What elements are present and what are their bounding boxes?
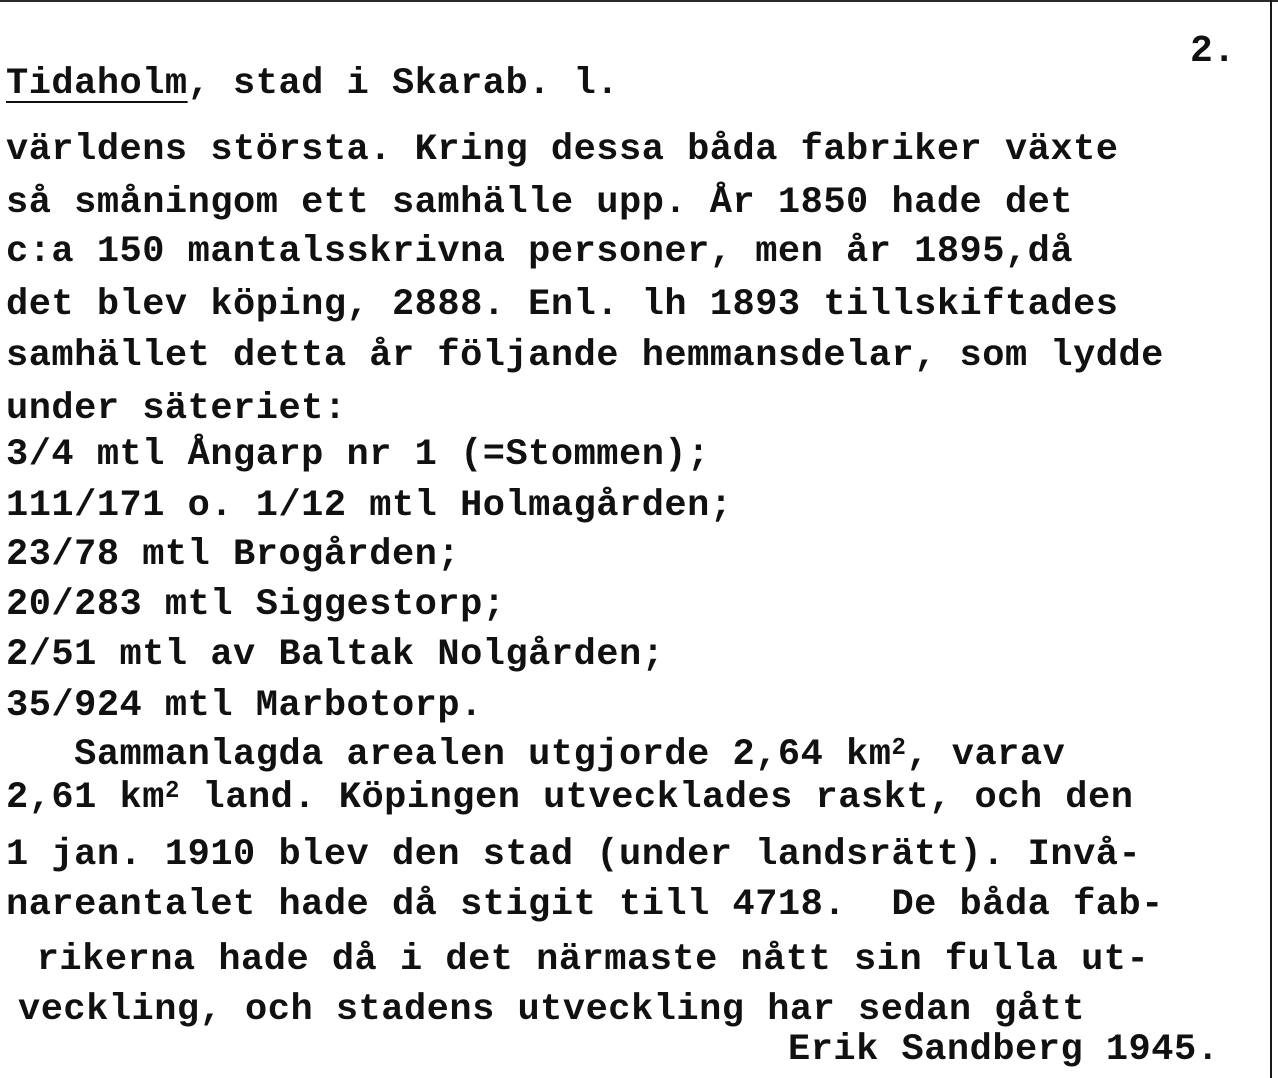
text-line: rikerna hade då i det närmaste nått sin fulla ut- [14, 939, 1150, 981]
holding-line: 3/4 mtl Ångarp nr 1 (=Stommen); [6, 434, 710, 476]
area-after: , varav [906, 734, 1066, 776]
holding-line: 2/51 mtl av Baltak Nolgården; [6, 634, 665, 676]
text-line: under säteriet: [6, 388, 347, 430]
text-line: så småningom ett samhälle upp. År 1850 hade det [6, 182, 1074, 224]
card-top-edge [0, 0, 1278, 2]
page-number: 2. [1190, 30, 1236, 73]
area-line [6, 735, 1065, 775]
text-line: det blev köping, 2888. Enl. lh 1893 tillskiftades [6, 284, 1119, 326]
land-before: 2,61 km [6, 777, 165, 819]
heading [6, 64, 619, 104]
heading-rest: , stad i Skarab. l. [187, 63, 620, 105]
text-line: nareantalet hade då stigit till 4718. De båda fab- [6, 884, 1164, 926]
card-right-edge [1270, 0, 1272, 1078]
holding-line: 20/283 mtl Siggestorp; [6, 584, 506, 626]
area-superscript: 2 [891, 735, 907, 762]
text-line: samhället detta år följande hemmansdelar, som lydde [6, 335, 1164, 377]
text-line: 1 jan. 1910 blev den stad (under landsrätt). Invå- [6, 834, 1142, 876]
heading-place: Tidaholm [6, 63, 188, 105]
land-superscript: 2 [164, 778, 180, 805]
land-after: land. Köpingen utvecklades raskt, och den [179, 777, 1134, 819]
area-text: Sammanlagda arealen utgjorde 2,64 km [6, 734, 892, 776]
text-line: världens största. Kring dessa båda fabriker växte [6, 129, 1119, 171]
holding-line: 23/78 mtl Brogården; [6, 534, 461, 576]
text-line: veckling, och stadens utveckling har sedan gått [18, 989, 1086, 1031]
land-line [6, 778, 1133, 818]
holding-line: 35/924 mtl Marbotorp. [6, 685, 483, 727]
text-line: c:a 150 mantalsskrivna personer, men år 1895,då [6, 231, 1074, 273]
signature: Erik Sandberg 1945. [788, 1029, 1220, 1071]
holding-line: 111/171 o. 1/12 mtl Holmagården; [6, 485, 733, 527]
